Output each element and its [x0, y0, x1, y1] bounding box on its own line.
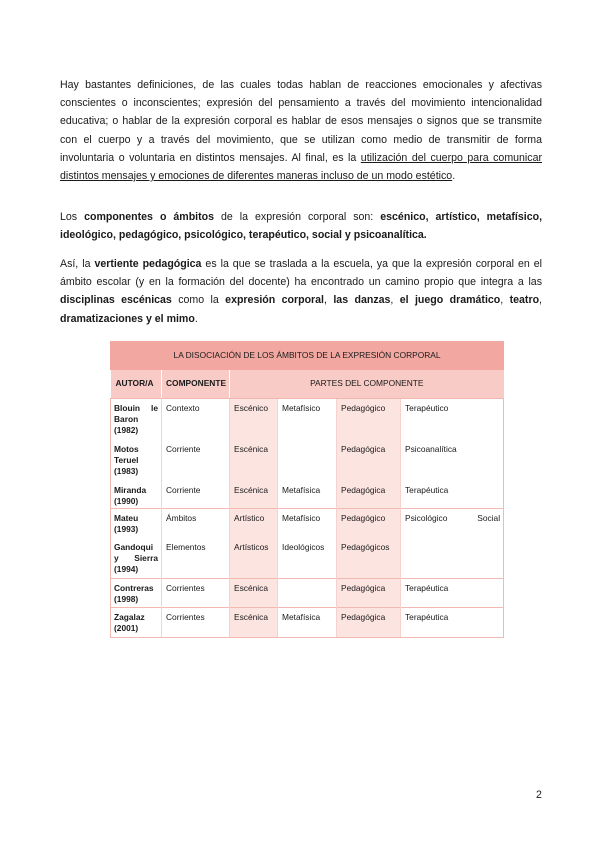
cell-part — [401, 538, 504, 579]
cell-part: Metafísica — [278, 481, 337, 509]
cell-part: Metafísica — [278, 608, 337, 638]
cell-part: Pedagógica — [337, 481, 401, 509]
cell-part-social: Social — [477, 513, 501, 523]
bold-term: las danzas — [333, 294, 391, 307]
bold-term: teatro — [509, 294, 540, 307]
cell-part: Pedagógica — [337, 608, 401, 638]
table-row — [111, 440, 504, 481]
header-componente: COMPONENTE — [162, 370, 230, 399]
table-row — [111, 538, 504, 579]
header-partes: PARTES DEL COMPONENTE — [230, 370, 504, 399]
cell-componente: Corriente — [162, 440, 230, 481]
bold-term: escénico, artístico, metafísico, ideológico, pedagógico, psicológico, terapéutico, social y psicoanalítica. — [60, 211, 543, 242]
cell-part: Terapéutica — [401, 608, 504, 638]
cell-part: Escénica — [230, 608, 278, 638]
cell-part: Metafísico — [278, 399, 337, 440]
cell-componente: Corrientes — [162, 579, 230, 608]
cell-part: Terapéutica — [401, 579, 504, 608]
cell-part — [278, 440, 337, 481]
cell-part: Escénica — [230, 481, 278, 509]
cell-autor: Miranda (1990) — [111, 481, 162, 509]
cell-part: Artístico — [230, 509, 278, 538]
paragraph-text: como la — [171, 294, 226, 307]
cell-autor: Blouin le Baron (1982) — [111, 399, 162, 440]
cell-part: Escénica — [230, 440, 278, 481]
cell-part: Artísticos — [230, 538, 278, 579]
cell-part: Pedagógico — [337, 399, 401, 440]
cell-componente: Elementos — [162, 538, 230, 579]
paragraph-text: . — [194, 312, 198, 325]
cell-part: Psicoanalítica — [401, 440, 504, 481]
cell-part: Terapéutico — [401, 399, 504, 440]
page-number: 2 — [536, 789, 542, 801]
cell-part: Metafísico — [278, 509, 337, 538]
cell-componente: Corriente — [162, 481, 230, 509]
paragraph-components — [60, 208, 542, 244]
table-row — [111, 481, 504, 509]
cell-part: Pedagógica — [337, 579, 401, 608]
cell-autor: Gandoqui y Sierra (1994) — [111, 538, 162, 579]
bold-term: el juego dramático — [399, 294, 501, 307]
paragraph-text: Los — [60, 211, 85, 223]
bold-term: componentes o ámbitos — [84, 211, 215, 223]
paragraph-text: Así, la — [60, 258, 95, 270]
table-caption: LA DISOCIACIÓN DE LOS ÁMBITOS DE LA EXPRESIÓN CORPORAL — [111, 342, 504, 370]
cell-autor: Motos Teruel (1983) — [111, 440, 162, 481]
paragraph-text: es la que se traslada a la escuela, ya que la expresión corporal en el ámbito escolar (y en la formación del docente) ha encontrado un camino propio que integra a las — [60, 258, 542, 289]
cell-part — [278, 579, 337, 608]
table-row — [111, 509, 504, 538]
cell-componente: Contexto — [162, 399, 230, 440]
cell-part: Pedagógicos — [337, 538, 401, 579]
paragraph-text: , — [500, 294, 510, 307]
bold-term: expresión corporal — [225, 294, 325, 307]
paragraph-text: , — [390, 294, 400, 307]
paragraph-text: de la expresión corporal son: — [214, 211, 381, 223]
header-autor: AUTOR/A — [111, 370, 162, 399]
paragraph-text: Hay bastantes definiciones, de las cuales todas hablan de reacciones emocionales y afectivas conscientes o inconscientes; expresión del pensamiento a través del movimiento intencionalidad educativa; o hablar de la expresión corporal es hablar de esos mensajes o signos que se transmite con el cuerpo y a través del movimiento, que se utilizan como medio de transmitir de forma involuntaria o voluntaria en distintos mensajes. Al final, es la — [60, 79, 542, 164]
cell-part — [401, 509, 504, 538]
paragraph-text: , — [324, 294, 334, 307]
table-row — [111, 608, 504, 638]
paragraph-text: . — [452, 170, 456, 183]
cell-autor: Zagalaz (2001) — [111, 608, 162, 638]
underlined-definition: utilización del cuerpo para comunicar distintos mensajes y emociones de diferentes maneras incluso de un modo estético — [60, 151, 542, 183]
paragraph-text: , — [539, 294, 542, 307]
bold-term: vertiente pedagógica — [94, 258, 202, 270]
cell-part: Terapéutica — [401, 481, 504, 509]
table-row — [111, 399, 504, 440]
components-table — [110, 341, 504, 638]
paragraph-pedagogical — [60, 255, 542, 328]
cell-componente: Ámbitos — [162, 509, 230, 538]
cell-part: Ideológicos — [278, 538, 337, 579]
paragraph-definitions — [60, 76, 542, 185]
cell-autor: Contreras (1998) — [111, 579, 162, 608]
cell-part: Pedagógico — [337, 509, 401, 538]
cell-part: Pedagógica — [337, 440, 401, 481]
cell-part: Escénica — [230, 579, 278, 608]
bold-term: disciplinas escénicas — [60, 294, 172, 307]
table-row — [111, 579, 504, 608]
bold-term: dramatizaciones y el mimo — [60, 312, 195, 325]
cell-autor: Mateu (1993) — [111, 509, 162, 538]
cell-part: Escénico — [230, 399, 278, 440]
cell-componente: Corrientes — [162, 608, 230, 638]
cell-part-psicologico: Psicológico — [405, 513, 448, 523]
